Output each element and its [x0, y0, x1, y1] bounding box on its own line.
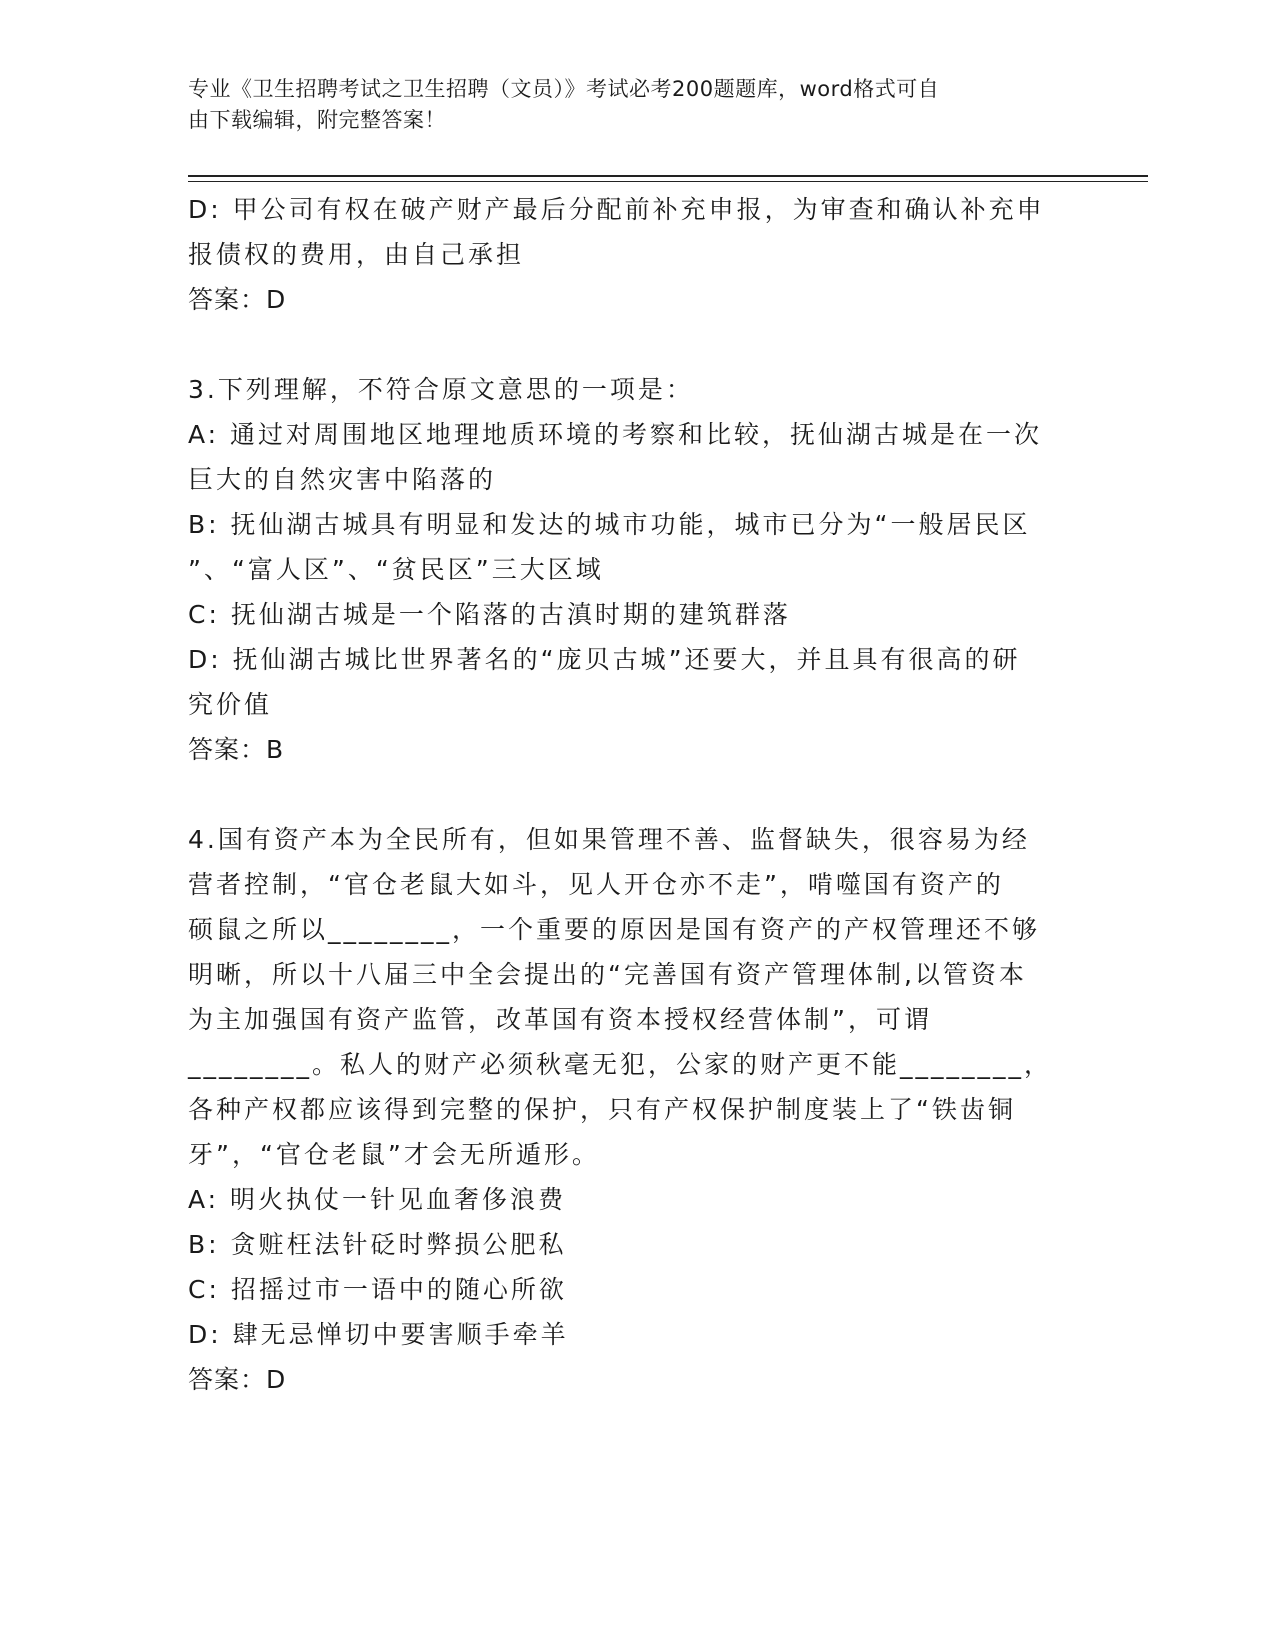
q4-option-c: C: 招摇过市一语中的随心所欲 — [188, 1275, 567, 1304]
q3-option-d-line-1: D: 抚仙湖古城比世界著名的“庞贝古城”还要大，并且具有很高的研 — [188, 645, 1021, 674]
q4-stem-line-1: 4.国有资产本为全民所有，但如果管理不善、监督缺失，很容易为经 — [188, 825, 1030, 854]
q4-stem-line-5: 为主加强国有资产监管，改革国有资本授权经营体制”，可谓 — [188, 1005, 932, 1034]
header-title-line-1: 专业《卫生招聘考试之卫生招聘（文员）》考试必考200题题库，word格式可自 — [188, 77, 940, 101]
q4-option-b: B: 贪赃枉法针砭时弊损公肥私 — [188, 1230, 567, 1259]
q3-option-b-line-2: ”、“富人区”、“贫民区”三大区域 — [188, 555, 604, 584]
header-divider-thin — [188, 181, 1148, 182]
header-title-line-2: 由下载编辑，附完整答案！ — [188, 108, 446, 132]
q3-option-c: C: 抚仙湖古城是一个陷落的古滇时期的建筑群落 — [188, 600, 791, 629]
q4-stem-line-3: 硕鼠之所以________，一个重要的原因是国有资产的产权管理还不够 — [188, 915, 1041, 944]
q4-option-d: D: 肆无忌惮切中要害顺手牵羊 — [188, 1320, 569, 1349]
q3-stem: 3.下列理解，不符合原文意思的一项是： — [188, 375, 694, 404]
q3-answer: 答案：B — [188, 735, 285, 764]
q4-stem-line-4: 明晰，所以十八届三中全会提出的“完善国有资产管理体制,以管资本 — [188, 960, 1027, 989]
q3-option-b-line-1: B: 抚仙湖古城具有明显和发达的城市功能，城市已分为“一般居民区 — [188, 510, 1031, 539]
q4-option-a: A: 明火执仗一针见血奢侈浪费 — [188, 1185, 567, 1214]
q3-option-d-line-2: 究价值 — [188, 690, 273, 719]
q4-stem-line-7: 各种产权都应该得到完整的保护，只有产权保护制度装上了“铁齿铜 — [188, 1095, 1016, 1124]
q3-option-a-line-2: 巨大的自然灾害中陷落的 — [188, 465, 497, 494]
q2-option-d-line-2: 报债权的费用，由自己承担 — [188, 240, 525, 269]
q2-option-d-line-1: D: 甲公司有权在破产财产最后分配前补充申报，为审查和确认补充申 — [188, 195, 1045, 224]
q2-answer: 答案：D — [188, 285, 287, 314]
header-divider-thick — [188, 175, 1148, 177]
q3-option-a-line-1: A: 通过对周围地区地理地质环境的考察和比较，抚仙湖古城是在一次 — [188, 420, 1043, 449]
spacer — [188, 772, 1068, 817]
page-header — [188, 74, 1088, 136]
question-3 — [188, 367, 1068, 772]
question-2-tail — [188, 187, 1068, 322]
spacer — [188, 322, 1068, 367]
q4-stem-line-8: 牙”，“官仓老鼠”才会无所遁形。 — [188, 1140, 600, 1169]
question-4 — [188, 817, 1068, 1402]
question-content — [188, 187, 1068, 1402]
q4-answer: 答案：D — [188, 1365, 287, 1394]
q4-stem-line-2: 营者控制，“官仓老鼠大如斗，见人开仓亦不走”，啃噬国有资产的 — [188, 870, 1004, 899]
q4-stem-line-6: ________。私人的财产必须秋毫无犯，公家的财产更不能________， — [188, 1050, 1053, 1079]
